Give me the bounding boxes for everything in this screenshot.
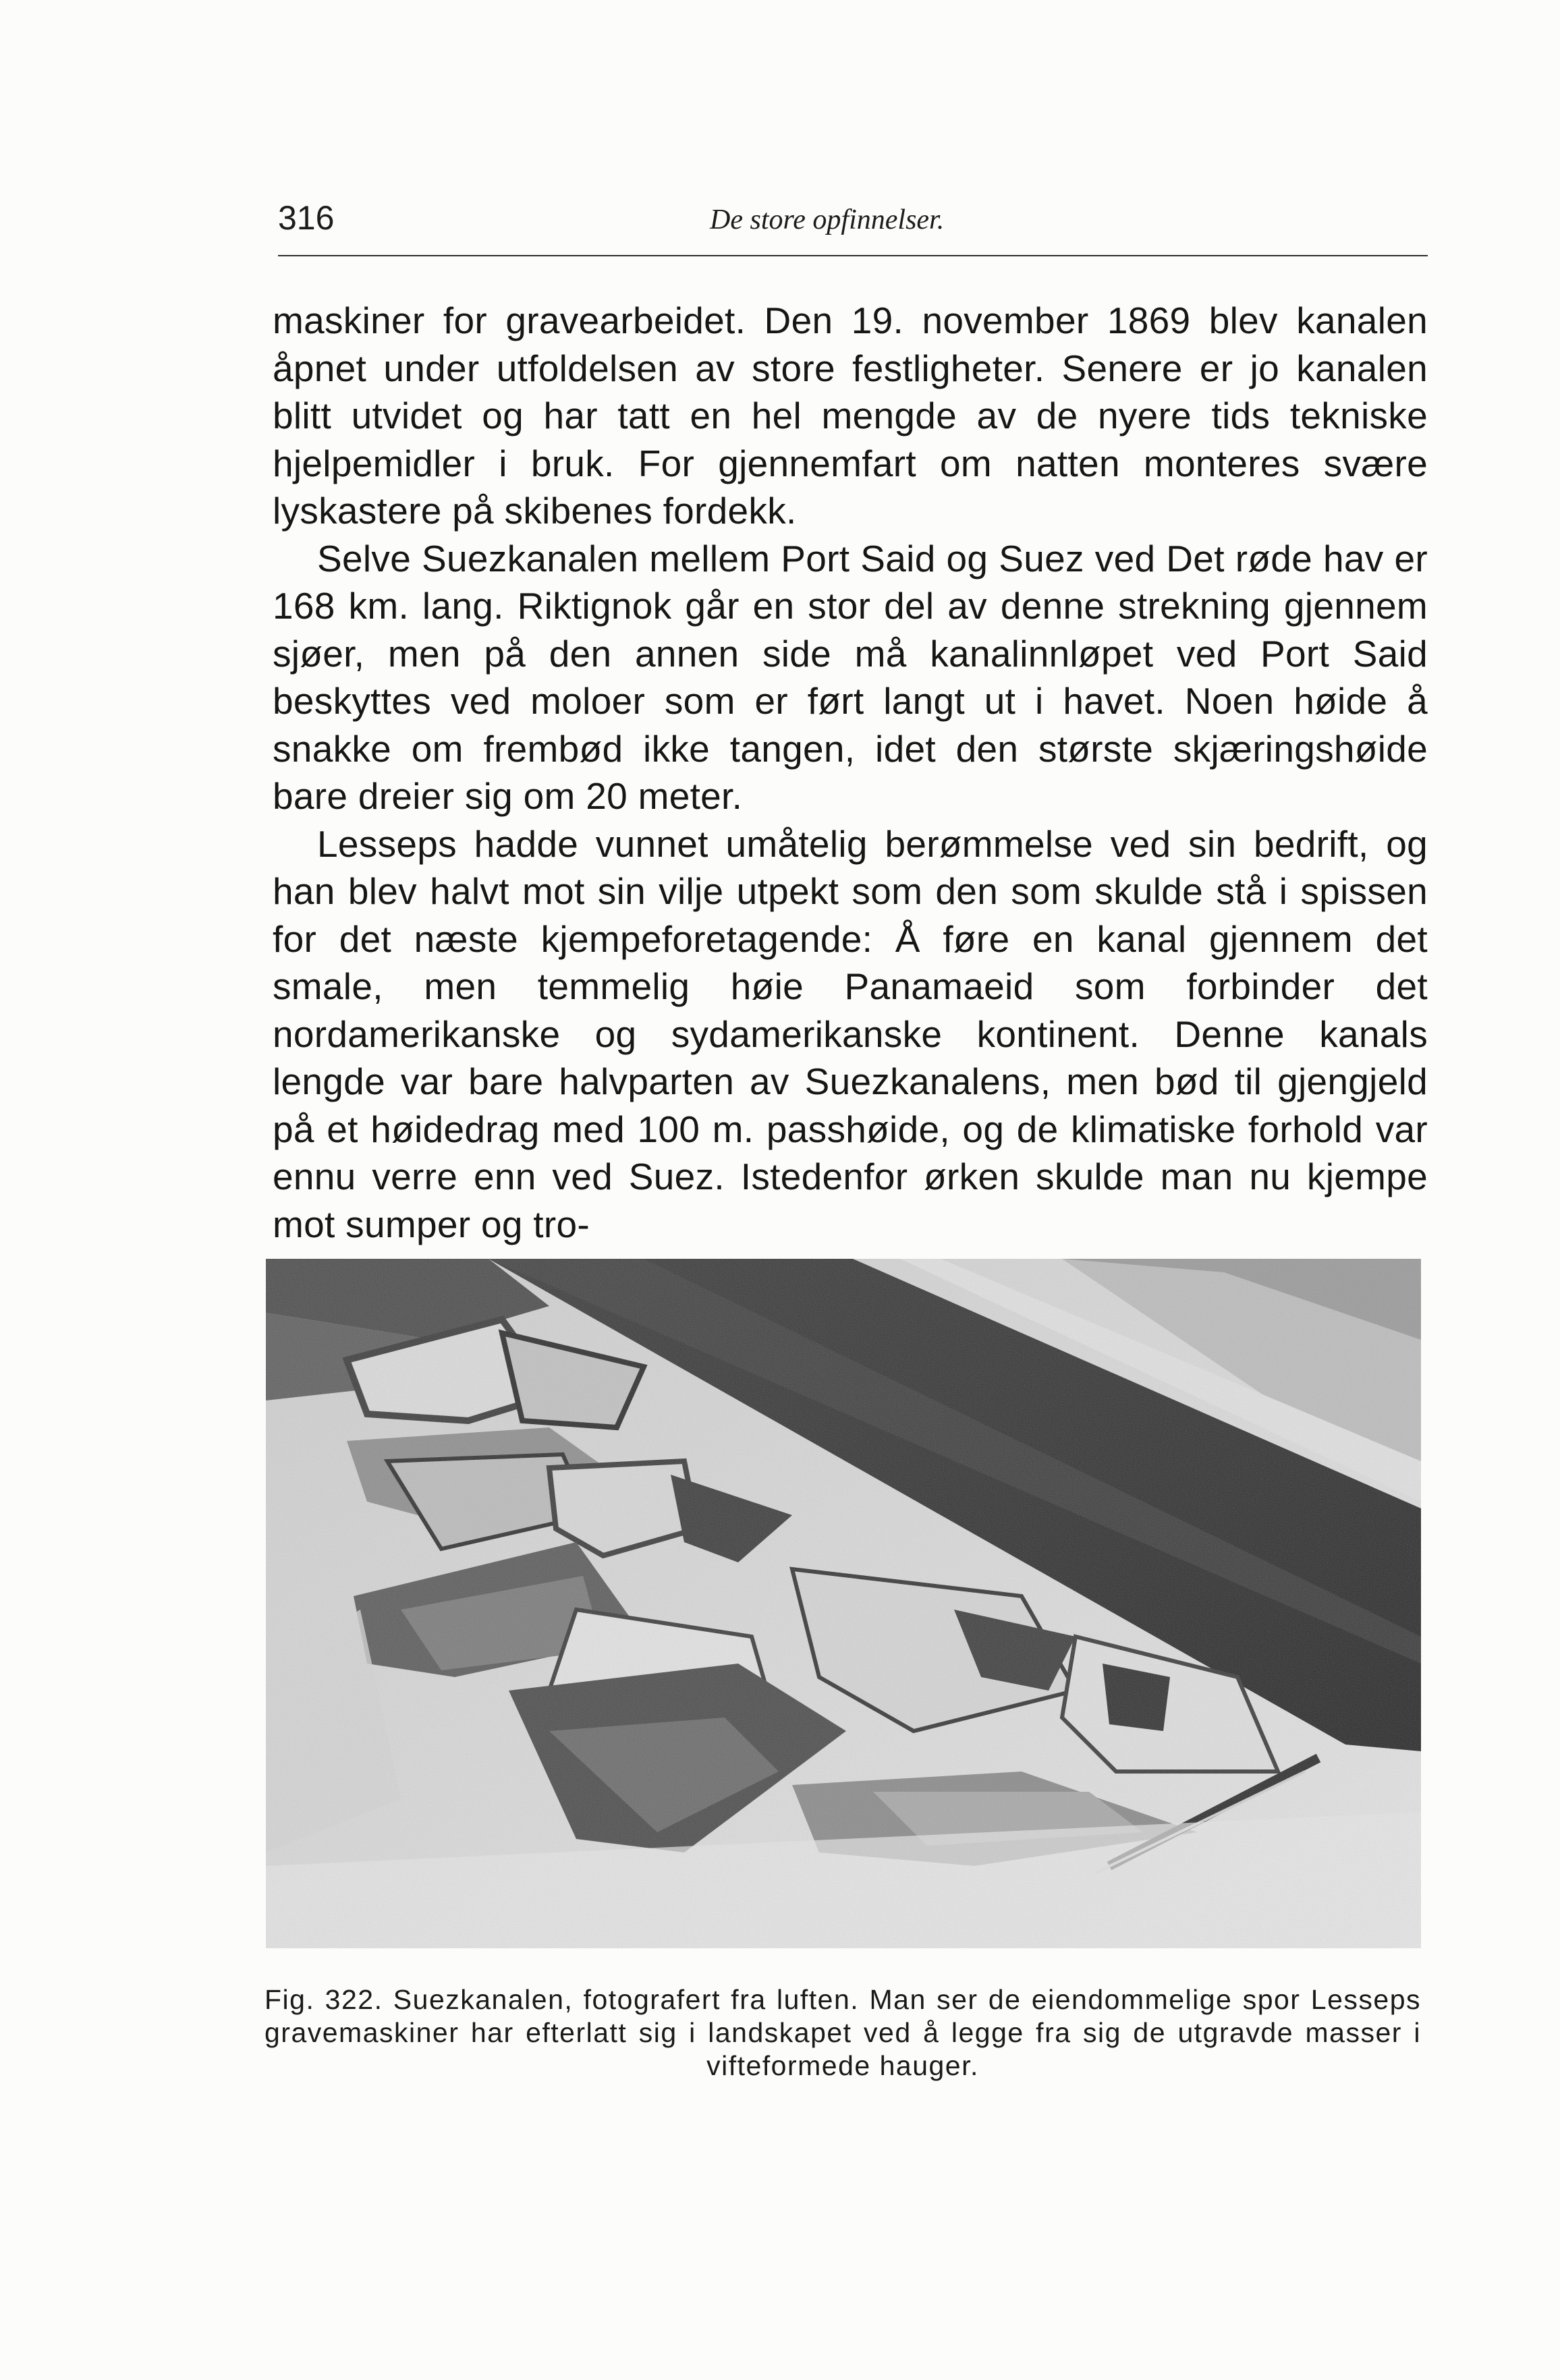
aerial-photo-suez-canal: [266, 1259, 1421, 1948]
paragraph-2: Selve Suezkanalen mellem Port Said og Suez ved Det røde hav er 168 km. lang. Riktignok går en stor del av denne strekning gjennem sjøer, men på den annen side må kanalinnløpet ved Port Said beskyttes ved moloer som er ført langt ut i havet. Noen høide å snakke om frembød ikke tangen, idet den største skjæringshøide bare dreier sig om 20 meter.: [273, 537, 1428, 817]
paragraph-3: Lesseps hadde vunnet umåtelig berømmelse ved sin bedrift, og han blev halvt mot sin vilje utpekt som den som skulde stå i spissen for det næste kjempeforetagende: Å føre en kanal gjennem det smale, men temmelig høie Panamaeid som forbinder det nordamerikanske og sydamerikanske kontinent. Denne kanals lengde var bare halvparten av Suezkanalens, men bød til gjengjeld på et høidedrag med 100 m. passhøide, og de klimatiske forhold var ennu verre enn ved Suez. Istedenfor ørken skulde man nu kjempe mot sumper og tro-: [273, 822, 1428, 1245]
running-title: De store opfinnelser.: [710, 204, 945, 235]
body-text: [273, 297, 1428, 1248]
page-header: [278, 194, 1428, 256]
paragraph-1: maskiner for gravearbeidet. Den 19. november 1869 blev kanalen åpnet under utfoldelsen av store festligheter. Senere er jo kanalen blitt utvidet og har tatt en hel mengde av de nyere tids tekniske hjelpemidler i bruk. For gjennemfart om natten monteres svære lyskastere på skibenes fordekk.: [273, 300, 1428, 532]
page-number: 316: [278, 199, 335, 237]
figure-caption: Fig. 322. Suezkanalen, fotografert fra luften. Man ser de eiendommelige spor Lesseps gravemaskiner har efterlatt sig i landskapet ved å legge fra sig de utgravde masser i vifteformede hauger.: [264, 1984, 1421, 2081]
